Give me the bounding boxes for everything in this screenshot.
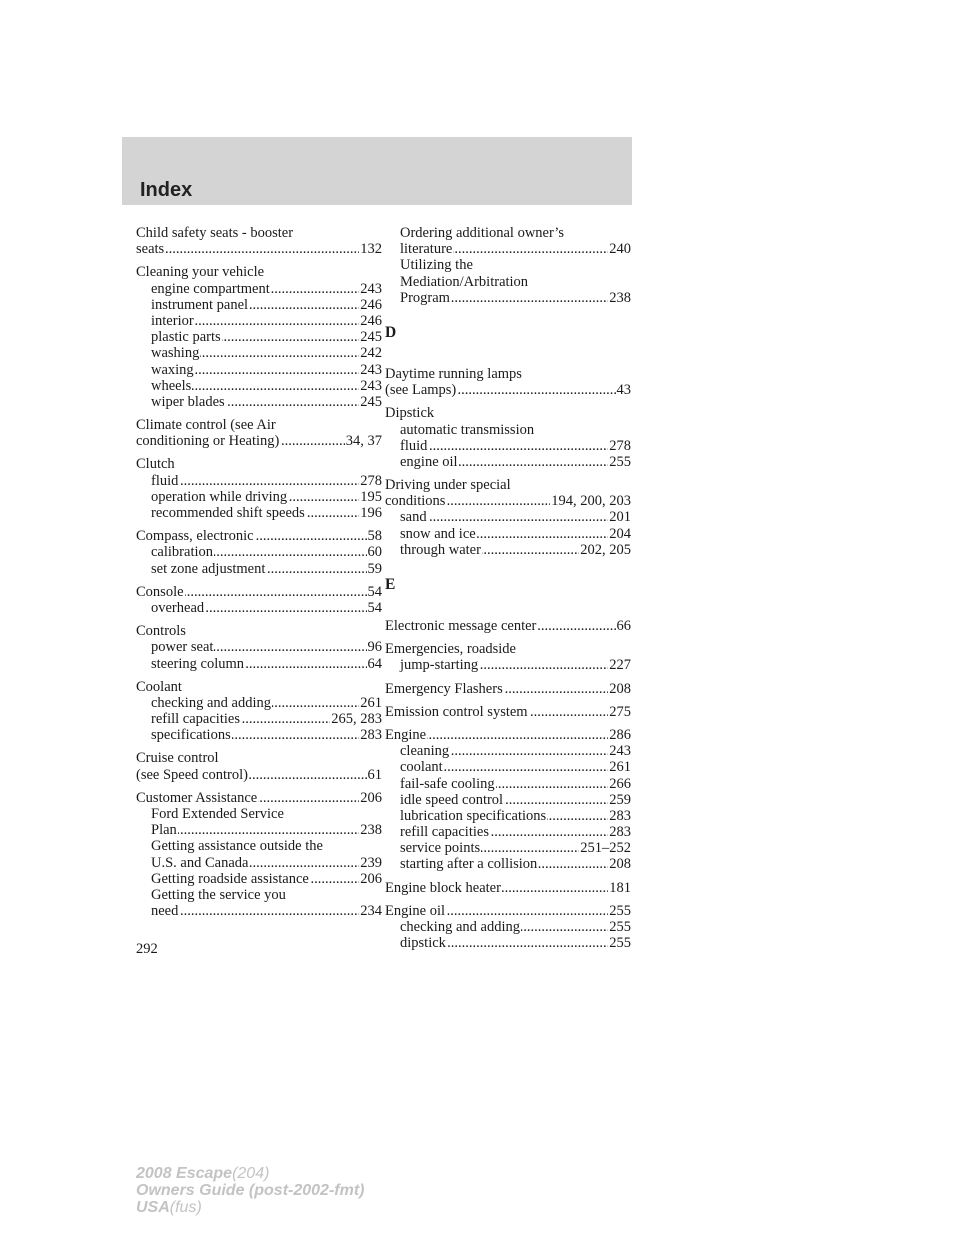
- entry-page-ref: 259: [609, 791, 631, 808]
- entry-text: conditions: [385, 493, 446, 510]
- entry-text: Daytime running lamps: [385, 365, 522, 382]
- entry-page-ref: 195: [360, 488, 382, 505]
- entry-text: through water: [400, 541, 481, 558]
- index-entry-line: [136, 767, 382, 783]
- entry-text: U.S. and Canada: [151, 854, 249, 871]
- entry-text: steering column: [151, 655, 245, 672]
- entry-page-ref: 59: [367, 560, 382, 577]
- index-entry: [385, 477, 631, 558]
- entry-page-ref: 34, 37: [345, 433, 382, 450]
- index-entry-line: [136, 623, 382, 639]
- entry-text: dipstick: [400, 935, 446, 952]
- index-subentry-line: [385, 935, 631, 951]
- index-subentry-line: [136, 903, 382, 919]
- index-subentry-line: [385, 526, 631, 542]
- entry-page-ref: 261: [609, 759, 631, 776]
- entry-text: waxing: [151, 361, 194, 378]
- entry-text: jump-starting: [400, 657, 479, 674]
- entry-page-ref: 204: [609, 525, 631, 542]
- entry-text: Climate control (see Air: [136, 417, 276, 434]
- entry-text: automatic transmission: [400, 421, 535, 438]
- entry-page-ref: 245: [360, 329, 382, 346]
- entry-page-ref: 283: [609, 807, 631, 824]
- index-entry-line: [385, 405, 631, 421]
- entry-page-ref: 54: [367, 583, 382, 600]
- index-subentry-line: [136, 822, 382, 838]
- index-column-left: [136, 225, 382, 926]
- index-subentry-line: [136, 489, 382, 505]
- entry-text: operation while driving: [151, 488, 288, 505]
- entry-page-ref: 196: [360, 505, 382, 521]
- entry-page-ref: 242: [360, 345, 382, 362]
- entry-text: Program: [400, 289, 450, 306]
- entry-text: Driving under special: [385, 477, 511, 494]
- entry-text: recommended shift speeds: [151, 505, 305, 521]
- index-subentry-line: [385, 274, 631, 290]
- entry-text: seats: [136, 241, 165, 258]
- entry-page-ref: 286: [609, 726, 631, 743]
- entry-text: Getting the service you: [151, 886, 286, 903]
- index-subentry-line: [136, 871, 382, 887]
- index-subentry-line: [385, 657, 631, 673]
- entry-page-ref: 194, 200, 203: [551, 493, 631, 510]
- entry-text: Controls: [136, 623, 186, 640]
- entry-page-ref: 278: [360, 472, 382, 489]
- index-entry-line: [136, 241, 382, 257]
- index-entry: [385, 366, 631, 398]
- index-entry: [136, 225, 382, 257]
- entry-page-ref: 265, 283: [331, 711, 382, 728]
- entry-page-ref: 243: [360, 377, 382, 394]
- entry-page-ref: 283: [609, 824, 631, 841]
- entry-text: Emergencies, roadside: [385, 641, 516, 658]
- entry-text: interior: [151, 312, 194, 329]
- entry-text: need: [151, 903, 179, 920]
- entry-page-ref: 132: [360, 241, 382, 258]
- entry-page-ref: 64: [367, 655, 382, 672]
- index-entry: [136, 679, 382, 744]
- entry-page-ref: 206: [360, 789, 382, 806]
- entry-text: sand: [400, 509, 427, 526]
- index-subentry-line: [385, 509, 631, 525]
- index-subentry-line: [385, 438, 631, 454]
- entry-page-ref: 60: [367, 544, 382, 561]
- entry-page-ref: 238: [609, 289, 631, 306]
- index-subentry-line: [136, 378, 382, 394]
- entry-page-ref: 246: [360, 296, 382, 313]
- index-entry-line: [385, 618, 631, 634]
- index-entry: [385, 641, 631, 673]
- index-subentry-line: [385, 542, 631, 558]
- entry-text: starting after a collision: [400, 856, 538, 873]
- index-entry: [385, 618, 631, 634]
- entry-page-ref: 181: [609, 879, 631, 896]
- footer-line-3: [136, 1199, 364, 1216]
- entry-text: service points: [400, 840, 481, 857]
- entry-page-ref: 54: [367, 599, 382, 616]
- footer-model-code: (204): [232, 1165, 270, 1182]
- index-entry-line: [136, 456, 382, 472]
- index-subentry-line: [385, 743, 631, 759]
- index-subentry-line: [136, 855, 382, 871]
- entry-page-ref: 261: [360, 694, 382, 711]
- index-subentry-line: [385, 225, 631, 241]
- index-entry-line: [385, 727, 631, 743]
- entry-page-ref: 251–252: [580, 840, 631, 857]
- entry-text: idle speed control: [400, 791, 504, 808]
- entry-page-ref: 239: [360, 854, 382, 871]
- entry-page-ref: 238: [360, 822, 382, 839]
- entry-page-ref: 243: [360, 361, 382, 378]
- entry-text: Engine block heater: [385, 879, 501, 896]
- entry-text: Console: [136, 583, 184, 600]
- index-subentry-line: [136, 345, 382, 361]
- index-subentry-line: [385, 422, 631, 438]
- index-subentry-line: [136, 806, 382, 822]
- entry-text: overhead: [151, 599, 205, 616]
- index-entry-line: [385, 641, 631, 657]
- entry-text: Utilizing the: [400, 257, 473, 274]
- entry-text: engine compartment: [151, 280, 270, 297]
- entry-page-ref: 240: [609, 241, 631, 258]
- index-subentry-line: [136, 727, 382, 743]
- index-subentry-line: [385, 919, 631, 935]
- entry-page-ref: 266: [609, 775, 631, 792]
- index-entry-line: [136, 584, 382, 600]
- index-entry: [136, 584, 382, 616]
- entry-text: Coolant: [136, 678, 182, 695]
- entry-text: Ordering additional owner’s: [400, 225, 565, 241]
- index-entry-line: [385, 681, 631, 697]
- entry-text: Getting roadside assistance: [151, 870, 309, 887]
- entry-text: Emission control system: [385, 703, 528, 720]
- entry-text: Child safety seats - booster: [136, 225, 294, 241]
- entry-page-ref: 96: [367, 639, 382, 656]
- entry-text: Electronic message center: [385, 618, 537, 634]
- index-subentry-line: [385, 808, 631, 824]
- footer-model: 2008 Escape: [136, 1165, 233, 1182]
- entry-page-ref: 61: [367, 766, 382, 783]
- entry-page-ref: 246: [360, 312, 382, 329]
- index-entry-line: [136, 750, 382, 766]
- index-entry-line: [136, 225, 382, 241]
- index-entry: [385, 727, 631, 873]
- index-subentry-line: [136, 473, 382, 489]
- footer-market: USA: [136, 1199, 170, 1216]
- entry-text: Customer Assistance: [136, 789, 258, 806]
- entry-text: engine oil: [400, 453, 458, 470]
- entry-text: power seat: [151, 639, 214, 656]
- entry-page-ref: 278: [609, 437, 631, 454]
- index-entry-line: [385, 704, 631, 720]
- index-subentry-line: [136, 505, 382, 521]
- entry-text: washing: [151, 345, 200, 362]
- index-letter-heading: D: [385, 323, 397, 341]
- entry-text: calibration: [151, 544, 214, 561]
- entry-page-ref: 234: [360, 903, 382, 920]
- entry-text: Engine oil: [385, 902, 446, 919]
- index-entry: [385, 880, 631, 896]
- entry-text: set zone adjustment: [151, 560, 266, 577]
- index-subentry-line: [136, 600, 382, 616]
- index-subentry-line: [385, 257, 631, 273]
- index-entry: [385, 405, 631, 470]
- index-subentry-line: [136, 695, 382, 711]
- index-subentry-line: [385, 759, 631, 775]
- index-column-right: [385, 225, 631, 958]
- entry-text: Emergency Flashers: [385, 680, 503, 697]
- entry-text: Getting assistance outside the: [151, 838, 323, 855]
- index-subentry-line: [136, 711, 382, 727]
- index-entry-line: [136, 679, 382, 695]
- index-entry-line: [136, 790, 382, 806]
- entry-text: Cruise control: [136, 750, 219, 767]
- index-entry: [385, 704, 631, 720]
- index-subentry-line: [136, 656, 382, 672]
- footer-line-2: [136, 1182, 364, 1199]
- index-subentry-line: [136, 297, 382, 313]
- entry-page-ref: 66: [616, 618, 631, 634]
- entry-text: coolant: [400, 759, 443, 776]
- index-entry-line: [385, 382, 631, 398]
- index-entry-line: [385, 366, 631, 382]
- index-entry: [136, 528, 382, 577]
- entry-text: checking and adding: [151, 694, 271, 711]
- entry-page-ref: 245: [360, 393, 382, 410]
- index-entry: [136, 623, 382, 672]
- entry-page-ref: 255: [609, 902, 631, 919]
- entry-text: instrument panel: [151, 296, 249, 313]
- index-subentry-line: [136, 362, 382, 378]
- index-subentry-line: [136, 887, 382, 903]
- entry-text: Clutch: [136, 456, 175, 473]
- index-entry-line: [385, 493, 631, 509]
- index-subentry-line: [136, 561, 382, 577]
- entry-text: (see Speed control): [136, 766, 248, 783]
- index-subentry-line: [136, 544, 382, 560]
- index-subentry-line: [385, 824, 631, 840]
- entry-text: checking and adding: [400, 919, 520, 935]
- entry-text: refill capacities: [400, 824, 489, 841]
- entry-text: literature: [400, 241, 453, 258]
- index-entry: [136, 790, 382, 920]
- entry-page-ref: 275: [609, 703, 631, 720]
- entry-text: Engine: [385, 726, 427, 743]
- index-entry: [385, 681, 631, 697]
- footer: [136, 1165, 364, 1216]
- entry-page-ref: 255: [609, 919, 631, 935]
- index-subentry-line: [385, 241, 631, 257]
- index-subentry-line: [385, 776, 631, 792]
- entry-text: Cleaning your vehicle: [136, 264, 265, 281]
- index-subentry-line: [385, 840, 631, 856]
- index-subentry-line: [385, 792, 631, 808]
- entry-text: fail-safe cooling: [400, 775, 495, 792]
- entry-text: (see Lamps): [385, 382, 457, 399]
- entry-page-ref: 208: [609, 856, 631, 873]
- index-subentry-line: [136, 838, 382, 854]
- entry-text: specifications: [151, 727, 231, 744]
- index-entry: [385, 903, 631, 952]
- index-entry-line: [385, 880, 631, 896]
- entry-text: cleaning: [400, 743, 450, 760]
- entry-page-ref: 202, 205: [580, 541, 631, 558]
- entry-text: wiper blades: [151, 393, 225, 410]
- index-entry: [136, 264, 382, 410]
- entry-page-ref: 208: [609, 680, 631, 697]
- index-entry: [136, 456, 382, 521]
- index-entry-line: [136, 264, 382, 280]
- entry-page-ref: 255: [609, 453, 631, 470]
- entry-text: lubrication specifications: [400, 807, 547, 824]
- index-entry: [136, 417, 382, 449]
- index-entry: [136, 750, 382, 782]
- entry-page-ref: 43: [616, 382, 631, 399]
- entry-text: plastic parts: [151, 329, 221, 346]
- entry-page-ref: 206: [360, 870, 382, 887]
- footer-guide: Owners Guide (post-2002-fmt): [136, 1182, 365, 1199]
- index-letter-heading: E: [385, 576, 396, 593]
- index-subentry-line: [136, 394, 382, 410]
- index-subentry-line: [136, 313, 382, 329]
- entry-page-ref: 243: [609, 743, 631, 760]
- index-subentry-line: [385, 454, 631, 470]
- page-number: 292: [136, 941, 158, 957]
- entry-text: Ford Extended Service: [151, 806, 284, 822]
- header-band: [122, 137, 632, 205]
- index-subentry-line: [136, 329, 382, 345]
- entry-text: wheels: [151, 377, 192, 394]
- entry-page-ref: 243: [360, 280, 382, 297]
- entry-text: Dipstick: [385, 405, 435, 422]
- entry-page-ref: 255: [609, 935, 631, 952]
- index-entry-line: [385, 903, 631, 919]
- index-entry-line: [385, 477, 631, 493]
- entry-page-ref: 201: [609, 509, 631, 526]
- entry-text: fluid: [151, 472, 179, 489]
- entry-text: Compass, electronic: [136, 528, 254, 545]
- index-entry-line: [136, 528, 382, 544]
- entry-text: snow and ice: [400, 525, 476, 542]
- entry-page-ref: 58: [367, 528, 382, 545]
- index-subentry-line: [385, 290, 631, 306]
- entry-text: fluid: [400, 437, 428, 454]
- entry-text: refill capacities: [151, 711, 240, 728]
- page-title: Index: [140, 179, 193, 201]
- entry-page-ref: 227: [609, 657, 631, 674]
- footer-line-1: [136, 1165, 364, 1182]
- index-subentry-line: [136, 639, 382, 655]
- entry-page-ref: 283: [360, 727, 382, 744]
- entry-text: conditioning or Heating): [136, 433, 280, 450]
- entry-text: Mediation/Arbitration: [400, 273, 529, 290]
- entry-text: Plan: [151, 822, 177, 839]
- footer-market-code: (fus): [169, 1199, 202, 1216]
- index-subentry-line: [385, 856, 631, 872]
- index-entry-line: [136, 417, 382, 433]
- index-entry-line: [136, 433, 382, 449]
- index-subentry-line: [136, 281, 382, 297]
- index-entry: [385, 225, 631, 306]
